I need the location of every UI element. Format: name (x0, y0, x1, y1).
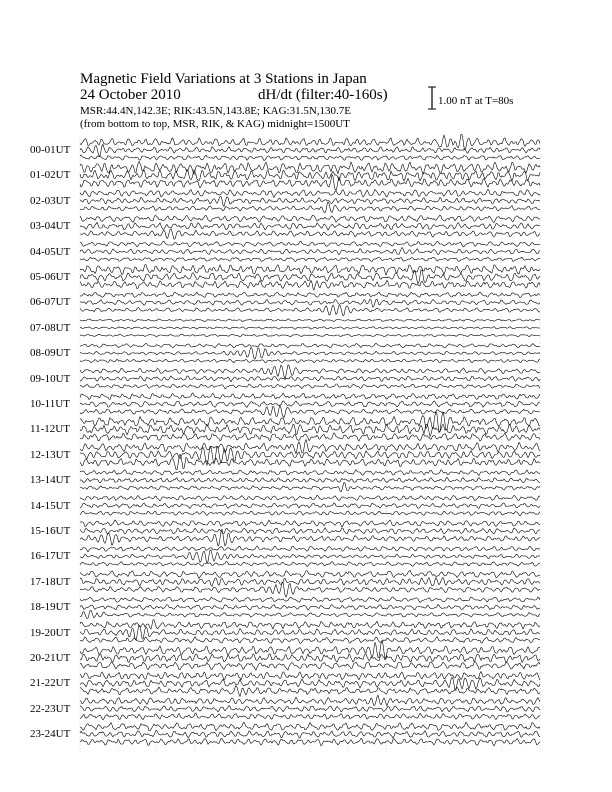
chart-title: Magnetic Field Variations at 3 Stations in Japan (80, 71, 367, 87)
trace-kag-21-22UT (80, 672, 540, 681)
station-coordinates: MSR:44.4N,142.3E; RIK:43.5N,143.8E; KAG:31.5N,130.7E (80, 105, 352, 117)
hour-label: 03-04UT (30, 220, 71, 233)
trace-msr-06-07UT (80, 305, 540, 316)
hour-label: 21-22UT (30, 677, 71, 690)
trace-rik-06-07UT (80, 299, 540, 307)
hour-label: 11-12UT (30, 423, 70, 436)
chart-date: 24 October 2010 (80, 87, 181, 103)
trace-kag-06-07UT (80, 292, 540, 298)
trace-msr-05-06UT (80, 280, 540, 290)
trace-kag-15-16UT (80, 520, 540, 527)
trace-msr-18-19UT (80, 610, 540, 618)
trace-rik-23-24UT (80, 730, 540, 738)
grid-lines (80, 136, 540, 752)
hour-label: 20-21UT (30, 652, 71, 664)
trace-rik-07-08UT (80, 327, 540, 330)
trace-msr-20-21UT (80, 661, 540, 670)
hour-label: 18-19UT (30, 601, 71, 614)
station-order-note: (from bottom to top, MSR, RIK, & KAG) midnight=1500UT (80, 118, 350, 130)
hour-label: 02-03UT (30, 194, 71, 207)
trace-rik-15-16UT (80, 528, 540, 534)
hour-label: 14-15UT (30, 499, 71, 512)
hour-label: 17-18UT (30, 575, 71, 588)
hour-label: 05-06UT (30, 271, 71, 283)
hour-label: 23-24UT (30, 728, 71, 741)
hour-label: 22-23UT (30, 702, 71, 715)
trace-msr-08-09UT (80, 359, 540, 363)
hour-label: 10-11UT (30, 398, 70, 410)
hour-label: 09-10UT (30, 372, 71, 385)
trace-rik-17-18UT (80, 578, 540, 587)
scale-label: 1.00 nT at T=80s (438, 95, 514, 107)
trace-rik-18-19UT (80, 604, 540, 610)
trace-kag-03-04UT (80, 215, 540, 223)
trace-kag-10-11UT (80, 393, 540, 400)
hour-label: 19-20UT (30, 626, 71, 639)
trace-kag-12-13UT (80, 440, 540, 454)
chart-quantity: dH/dt (filter:40-160s) (258, 87, 388, 103)
trace-kag-05-06UT (80, 265, 540, 275)
hour-label: 08-09UT (30, 347, 71, 360)
hour-label: 00-01UT (30, 144, 71, 156)
hour-label: 12-13UT (30, 448, 71, 461)
hour-label: 06-07UT (30, 296, 71, 309)
hour-label: 07-08UT (30, 321, 71, 334)
hour-label: 01-02UT (30, 169, 71, 182)
hour-label: 15-16UT (30, 525, 71, 537)
hour-label: 13-14UT (30, 474, 71, 487)
trace-msr-01-02UT (80, 175, 540, 191)
hour-label: 04-05UT (30, 245, 71, 258)
trace-kag-16-17UT (80, 546, 540, 552)
hour-label: 16-17UT (30, 550, 71, 563)
trace-kag-23-24UT (80, 722, 540, 731)
trace-msr-09-10UT (80, 384, 540, 389)
trace-rik-02-03UT (80, 196, 540, 206)
trace-msr-03-04UT (80, 229, 540, 239)
trace-kag-13-14UT (80, 470, 540, 476)
trace-kag-19-20UT (80, 620, 540, 629)
